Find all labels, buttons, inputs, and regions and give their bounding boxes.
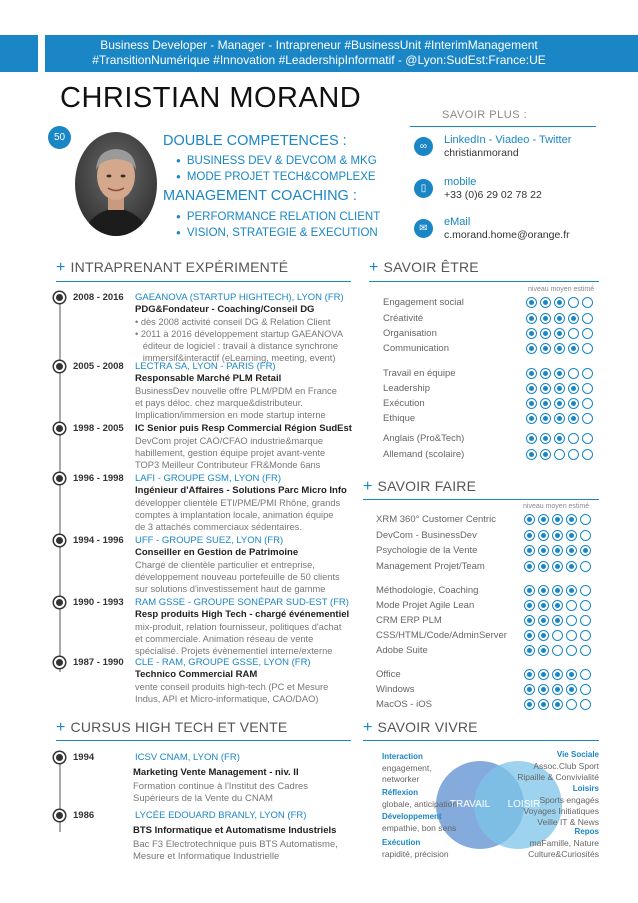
skill-label: Ethique: [383, 413, 416, 424]
skill-rating: [526, 343, 593, 354]
section-divider: [369, 281, 599, 282]
link-icon: ∞: [414, 137, 433, 156]
contact-mobile-label: mobile: [444, 176, 477, 188]
mobile-icon: ▯: [414, 179, 433, 198]
rating-dot-filled: [524, 545, 535, 556]
rating-dot-filled: [538, 669, 549, 680]
venn-label-travail: TRAVAIL: [449, 799, 491, 810]
skill-rating: [524, 645, 591, 656]
rating-dot-filled: [524, 684, 535, 695]
experience-desc-line: immersif&interactif (eLearning, meeting, event): [135, 353, 336, 363]
experience-desc-line: TOP3 Meilleur Contributeur FR&Monde 6ans: [135, 460, 321, 470]
experience-desc-line: vente conseil produits high-tech (PC et Mesure: [135, 682, 329, 692]
skill-rating: [526, 383, 593, 394]
savoir-vivre-text: networker: [382, 774, 420, 784]
skill-rating: [524, 615, 591, 626]
experience-desc-line: et commerciale. Animation réseau de vente: [135, 634, 314, 644]
cursus-org: LYCÉE EDOUARD BRANLY, LYON (FR): [135, 810, 307, 821]
experience-desc-line: • 2011 à 2016 développement startup GAEANOVA: [135, 329, 344, 339]
scale-note: niveau moyen estimé: [523, 503, 590, 510]
experience-role: Responsable Marché PLM Retail: [135, 373, 282, 384]
cursus-date: 1994: [73, 752, 95, 763]
rating-dot-empty: [582, 433, 593, 444]
rating-dot-filled: [568, 343, 579, 354]
skill-label: Management Projet/Team: [376, 561, 485, 572]
savoir-vivre-heading: Exécution: [382, 838, 421, 847]
rating-dot-filled: [524, 669, 535, 680]
rating-dot-filled: [566, 585, 577, 596]
rating-dot-filled: [540, 433, 551, 444]
rating-dot-empty: [582, 343, 593, 354]
rating-dot-filled: [526, 313, 537, 324]
experience-desc-line: Chargé de clientèle particulier et entreprise,: [135, 560, 315, 570]
skill-label: Anglais (Pro&Tech): [383, 433, 465, 444]
skill-rating: [524, 699, 591, 710]
skill-label: Créativité: [383, 313, 424, 324]
rating-dot-filled: [568, 413, 579, 424]
competence-item: ● BUSINESS DEV & DEVCOM & MKG: [176, 155, 377, 167]
cursus-date: 1986: [73, 810, 95, 821]
timeline-dot: [54, 535, 65, 546]
skill-rating: [526, 433, 593, 444]
experience-desc-line: développer clientèle ETI/PME/PMI Rhône, grands: [135, 498, 341, 508]
skill-label: Psychologie de la Vente: [376, 545, 478, 556]
rating-dot-filled: [526, 398, 537, 409]
skill-label: CSS/HTML/Code/AdminServer: [376, 630, 507, 641]
rating-dot-filled: [538, 615, 549, 626]
rating-dot-filled: [524, 645, 535, 656]
contact-email-label: eMail: [444, 216, 471, 228]
rating-dot-empty: [568, 297, 579, 308]
rating-dot-empty: [568, 433, 579, 444]
rating-dot-filled: [566, 545, 577, 556]
competence-title-2: MANAGEMENT COACHING :: [163, 188, 357, 204]
experience-desc-line: habillement, gestion équipe projet avant-vente: [135, 448, 326, 458]
experience-desc-line: sur solutions d'investissement haut de gamme: [135, 584, 326, 594]
rating-dot-filled: [540, 449, 551, 460]
timeline-dot: [54, 473, 65, 484]
rating-dot-filled: [568, 313, 579, 324]
rating-dot-empty: [552, 645, 563, 656]
rating-dot-filled: [552, 585, 563, 596]
rating-dot-empty: [580, 645, 591, 656]
rating-dot-empty: [568, 368, 579, 379]
rating-dot-filled: [538, 585, 549, 596]
banner-line-2: #TransitionNumérique #Innovation #LeadershipInformatif - @Lyon:SudEst:France:UE: [92, 53, 546, 67]
cursus-org: ICSV CNAM, LYON (FR): [135, 752, 240, 763]
rating-dot-empty: [580, 669, 591, 680]
experience-desc-line: comptes à implantation locale, animation équipe: [135, 510, 334, 520]
rating-dot-filled: [524, 699, 535, 710]
experience-org: LAFI - GROUPE GSM, LYON (FR): [135, 473, 282, 484]
experience-role: Conseiller en Gestion de Patrimoine: [135, 547, 299, 558]
rating-dot-empty: [580, 514, 591, 525]
skill-label: XRM 360° Customer Centric: [376, 514, 496, 525]
rating-dot-filled: [552, 514, 563, 525]
experience-date: 1994 - 1996: [73, 535, 124, 546]
savoir-vivre-heading: Réflexion: [382, 788, 419, 797]
rating-dot-filled: [566, 684, 577, 695]
timeline-dot: [54, 752, 65, 763]
competence-item: ● MODE PROJET TECH&COMPLEXE: [176, 171, 376, 183]
mail-icon: ✉: [414, 219, 433, 238]
contact-email-link[interactable]: c.morand.home@orange.fr: [444, 229, 570, 241]
skill-rating: [524, 530, 591, 541]
rating-dot-filled: [552, 545, 563, 556]
skill-rating: [524, 585, 591, 596]
skill-label: Leadership: [383, 383, 431, 394]
savoir-vivre-text: maFamille, Nature: [529, 838, 599, 848]
timeline-dot: [54, 423, 65, 434]
contact-linkedin-value: christianmorand: [444, 147, 519, 159]
skill-rating: [526, 313, 593, 324]
savoir-vivre-heading: Développement: [382, 812, 442, 821]
rating-dot-empty: [582, 368, 593, 379]
skill-label: CRM ERP PLM: [376, 615, 442, 626]
rating-dot-empty: [566, 630, 577, 641]
venn-label-loisir: LOISIR: [507, 799, 541, 810]
experience-desc-line: • dès 2008 activité conseil DG & Relation Client: [135, 317, 331, 327]
rating-dot-empty: [580, 684, 591, 695]
experience-org: UFF - GROUPE SUEZ, LYON (FR): [135, 535, 284, 546]
savoir-vivre-heading: Repos: [574, 827, 599, 836]
timeline-dot: [54, 597, 65, 608]
experience-desc-line: DevCom projet CAO/CFAO industrie&marque: [135, 436, 324, 446]
skill-label: Méthodologie, Coaching: [376, 585, 479, 596]
scale-note: niveau moyen estimé: [528, 286, 595, 293]
section-title-cursus: + CURSUS HIGH TECH ET VENTE: [56, 719, 288, 736]
rating-dot-filled: [566, 561, 577, 572]
rating-dot-filled: [524, 585, 535, 596]
experience-desc-line: spécialisé. Projets évènementiel interne/externe: [135, 646, 333, 656]
competence-title-1: DOUBLE COMPETENCES :: [163, 133, 347, 149]
rating-dot-empty: [568, 328, 579, 339]
rating-dot-empty: [580, 630, 591, 641]
rating-dot-filled: [552, 600, 563, 611]
experience-desc-line: Implication/immersion en mode startup interne: [135, 410, 326, 420]
rating-dot-empty: [582, 413, 593, 424]
savoir-plus-divider: [410, 126, 596, 127]
experience-date: 2005 - 2008: [73, 361, 124, 372]
skill-rating: [526, 413, 593, 424]
skill-label: Mode Projet Agile Lean: [376, 600, 475, 611]
rating-dot-filled: [566, 530, 577, 541]
rating-dot-empty: [582, 449, 593, 460]
experience-role: PDG&Fondateur - Coaching/Conseil DG: [135, 304, 315, 315]
skill-label: Travail en équipe: [383, 368, 456, 379]
rating-dot-empty: [580, 585, 591, 596]
rating-dot-filled: [552, 684, 563, 695]
savoir-vivre-text: Sports engagés: [539, 795, 599, 805]
savoir-vivre-text: globale, anticipation: [382, 799, 458, 809]
savoir-vivre-text: engagement,: [382, 763, 432, 773]
experience-desc-line: Indus, API et Micro-informatique, CAO/DAO): [135, 694, 319, 704]
experience-desc-line: BusinessDev nouvelle offre PLM/PDM en France: [135, 386, 337, 396]
skill-label: DevCom - BusinessDev: [376, 530, 477, 541]
skill-rating: [526, 297, 593, 308]
savoir-vivre-heading: Loisirs: [572, 784, 599, 793]
skill-label: Office: [376, 669, 401, 680]
cursus-desc-line: Bac F3 Electrotechnique puis BTS Automatisme,: [133, 839, 338, 850]
rating-dot-filled: [554, 328, 565, 339]
section-title-savoir-etre: + SAVOIR ÊTRE: [369, 259, 479, 276]
skill-rating: [526, 368, 593, 379]
rating-dot-filled: [526, 413, 537, 424]
experience-date: 1987 - 1990: [73, 657, 124, 668]
rating-dot-empty: [582, 297, 593, 308]
timeline-dot: [54, 361, 65, 372]
experience-desc-line: développement nouveau portefeuille de 50 clients: [135, 572, 340, 582]
skill-rating: [524, 630, 591, 641]
savoir-vivre-heading: Interaction: [382, 752, 423, 761]
rating-dot-filled: [538, 684, 549, 695]
rating-dot-filled: [566, 514, 577, 525]
competence-item: ● PERFORMANCE RELATION CLIENT: [176, 211, 380, 223]
rating-dot-filled: [554, 297, 565, 308]
savoir-vivre-text: empathie, bon sens: [382, 823, 457, 833]
timeline-dot: [54, 810, 65, 821]
experience-role: Resp produits High Tech - chargé événementiel: [135, 609, 350, 620]
rating-dot-filled: [552, 530, 563, 541]
rating-dot-filled: [540, 328, 551, 339]
rating-dot-empty: [552, 630, 563, 641]
rating-dot-filled: [538, 645, 549, 656]
skill-rating: [526, 328, 593, 339]
rating-dot-filled: [554, 368, 565, 379]
rating-dot-filled: [554, 398, 565, 409]
rating-dot-filled: [538, 514, 549, 525]
experience-desc-line: de 3 attachés commerciaux sédentaires.: [135, 522, 302, 532]
timeline-dot: [54, 292, 65, 303]
age-badge: 50: [48, 126, 71, 149]
rating-dot-empty: [580, 699, 591, 710]
rating-dot-filled: [568, 383, 579, 394]
section-title-savoir-faire-text: SAVOIR FAIRE: [377, 478, 477, 494]
skill-label: Windows: [376, 684, 415, 695]
rating-dot-filled: [538, 600, 549, 611]
rating-dot-empty: [554, 449, 565, 460]
section-title-savoir-vivre-text: SAVOIR VIVRE: [377, 719, 478, 735]
rating-dot-empty: [580, 615, 591, 626]
rating-dot-filled: [580, 545, 591, 556]
rating-dot-filled: [568, 398, 579, 409]
skill-rating: [526, 449, 593, 460]
rating-dot-filled: [526, 383, 537, 394]
cursus-desc-line: Supérieurs de la Vente du CNAM: [133, 793, 273, 804]
experience-org: GAEANOVA (STARTUP HIGHTECH), LYON (FR): [135, 292, 344, 303]
rating-dot-filled: [526, 297, 537, 308]
rating-dot-filled: [526, 433, 537, 444]
savoir-vivre-text: Voyages Initiatiques: [523, 806, 599, 816]
rating-dot-filled: [526, 449, 537, 460]
section-title-experience: + INTRAPRENANT EXPÉRIMENTÉ: [56, 259, 289, 276]
rating-dot-filled: [524, 514, 535, 525]
section-divider: [363, 499, 599, 500]
experience-desc-line: et pays déloc. chez marque&distributeur.: [135, 398, 303, 408]
rating-dot-empty: [582, 313, 593, 324]
experience-desc-line: éditeur de logiciel : travail à distance synchrone: [135, 341, 339, 351]
savoir-vivre-text: Culture&Curiosités: [528, 849, 599, 859]
rating-dot-filled: [540, 343, 551, 354]
skill-rating: [526, 398, 593, 409]
savoir-vivre-text: Assoc.Club Sport: [533, 761, 599, 771]
rating-dot-filled: [540, 297, 551, 308]
section-title-savoir-etre-text: SAVOIR ÊTRE: [383, 259, 479, 275]
skill-label: Allemand (scolaire): [383, 449, 465, 460]
skill-label: Organisation: [383, 328, 437, 339]
rating-dot-empty: [580, 561, 591, 572]
cursus-role: BTS Informatique et Automatisme Industriels: [133, 825, 337, 836]
rating-dot-empty: [582, 383, 593, 394]
rating-dot-filled: [526, 328, 537, 339]
banner-line-1: Business Developer - Manager - Intrapreneur #BusinessUnit #InterimManagement: [100, 38, 538, 52]
skill-rating: [524, 514, 591, 525]
rating-dot-filled: [524, 615, 535, 626]
rating-dot-empty: [566, 600, 577, 611]
skill-rating: [524, 545, 591, 556]
rating-dot-filled: [552, 699, 563, 710]
section-divider: [56, 740, 351, 741]
experience-role: IC Senior puis Resp Commercial Région SudEst: [135, 423, 352, 434]
experience-desc-line: mix-produit, relation fournisseur, politiques d'achat: [135, 622, 342, 632]
skill-label: MacOS - iOS: [376, 699, 432, 710]
rating-dot-empty: [566, 615, 577, 626]
rating-dot-filled: [524, 630, 535, 641]
rating-dot-filled: [552, 615, 563, 626]
rating-dot-filled: [524, 600, 535, 611]
skill-rating: [524, 600, 591, 611]
skill-label: Adobe Suite: [376, 645, 428, 656]
rating-dot-filled: [524, 561, 535, 572]
rating-dot-filled: [552, 561, 563, 572]
skill-label: Communication: [383, 343, 449, 354]
experience-org: CLE - RAM, GROUPE GSSE, LYON (FR): [135, 657, 311, 668]
rating-dot-filled: [538, 530, 549, 541]
experience-org: RAM GSSE - GROUPE SONÉPAR SUD-EST (FR): [135, 597, 349, 608]
section-divider: [363, 740, 599, 741]
rating-dot-filled: [554, 433, 565, 444]
savoir-vivre-heading: Vie Sociale: [556, 750, 599, 759]
savoir-vivre-text: rapidité, précision: [382, 849, 449, 859]
rating-dot-filled: [554, 343, 565, 354]
experience-date: 1998 - 2005: [73, 423, 124, 434]
section-title-savoir-vivre: + SAVOIR VIVRE: [363, 719, 478, 736]
skill-label: Engagement social: [383, 297, 464, 308]
rating-dot-filled: [566, 669, 577, 680]
skill-label: Exécution: [383, 398, 425, 409]
rating-dot-filled: [538, 699, 549, 710]
experience-date: 1996 - 1998: [73, 473, 124, 484]
experience-org: LECTRA SA, LYON - PARIS (FR): [135, 361, 276, 372]
person-name: CHRISTIAN MORAND: [60, 82, 362, 114]
experience-date: 1990 - 1993: [73, 597, 124, 608]
rating-dot-empty: [582, 398, 593, 409]
rating-dot-filled: [554, 413, 565, 424]
cursus-role: Marketing Vente Management - niv. II: [133, 767, 299, 778]
rating-dot-filled: [554, 383, 565, 394]
cursus-desc-line: Mesure et Informatique Industrielle: [133, 851, 280, 862]
rating-dot-empty: [566, 645, 577, 656]
section-title-cursus-text: CURSUS HIGH TECH ET VENTE: [70, 719, 288, 735]
profile-photo: [75, 132, 157, 236]
section-title-savoir-faire: + SAVOIR FAIRE: [363, 478, 477, 495]
top-banner: [0, 35, 638, 72]
experience-role: Ingénieur d'Affaires - Solutions Parc Micro Info: [135, 485, 347, 496]
rating-dot-filled: [526, 343, 537, 354]
skill-rating: [524, 684, 591, 695]
rating-dot-filled: [540, 368, 551, 379]
rating-dot-empty: [566, 699, 577, 710]
rating-dot-empty: [580, 530, 591, 541]
rating-dot-filled: [538, 545, 549, 556]
cursus-desc-line: Formation continue à l'Institut des Cadres: [133, 781, 309, 792]
rating-dot-filled: [540, 413, 551, 424]
savoir-plus-title: SAVOIR PLUS :: [442, 109, 528, 121]
contact-mobile-value: +33 (0)6 29 02 78 22: [444, 189, 542, 201]
skill-rating: [524, 669, 591, 680]
timeline-dot: [54, 657, 65, 668]
rating-dot-filled: [526, 368, 537, 379]
competence-item: ● VISION, STRATEGIE & EXECUTION: [176, 227, 378, 239]
section-title-experience-text: INTRAPRENANT EXPÉRIMENTÉ: [70, 259, 289, 275]
rating-dot-filled: [540, 398, 551, 409]
rating-dot-empty: [568, 449, 579, 460]
rating-dot-filled: [524, 530, 535, 541]
savoir-vivre-text: Veille IT & News: [537, 817, 599, 827]
savoir-vivre-text: Ripaille & Convivialité: [517, 772, 599, 782]
section-divider: [56, 281, 351, 282]
experience-role: Technico Commercial RAM: [135, 669, 258, 680]
skill-rating: [524, 561, 591, 572]
contact-linkedin-link[interactable]: LinkedIn - Viadeo - Twitter: [444, 134, 572, 146]
rating-dot-filled: [552, 669, 563, 680]
rating-dot-filled: [540, 313, 551, 324]
rating-dot-filled: [540, 383, 551, 394]
rating-dot-filled: [538, 630, 549, 641]
experience-date: 2008 - 2016: [73, 292, 124, 303]
rating-dot-empty: [582, 328, 593, 339]
rating-dot-filled: [538, 561, 549, 572]
rating-dot-filled: [554, 313, 565, 324]
rating-dot-empty: [580, 600, 591, 611]
